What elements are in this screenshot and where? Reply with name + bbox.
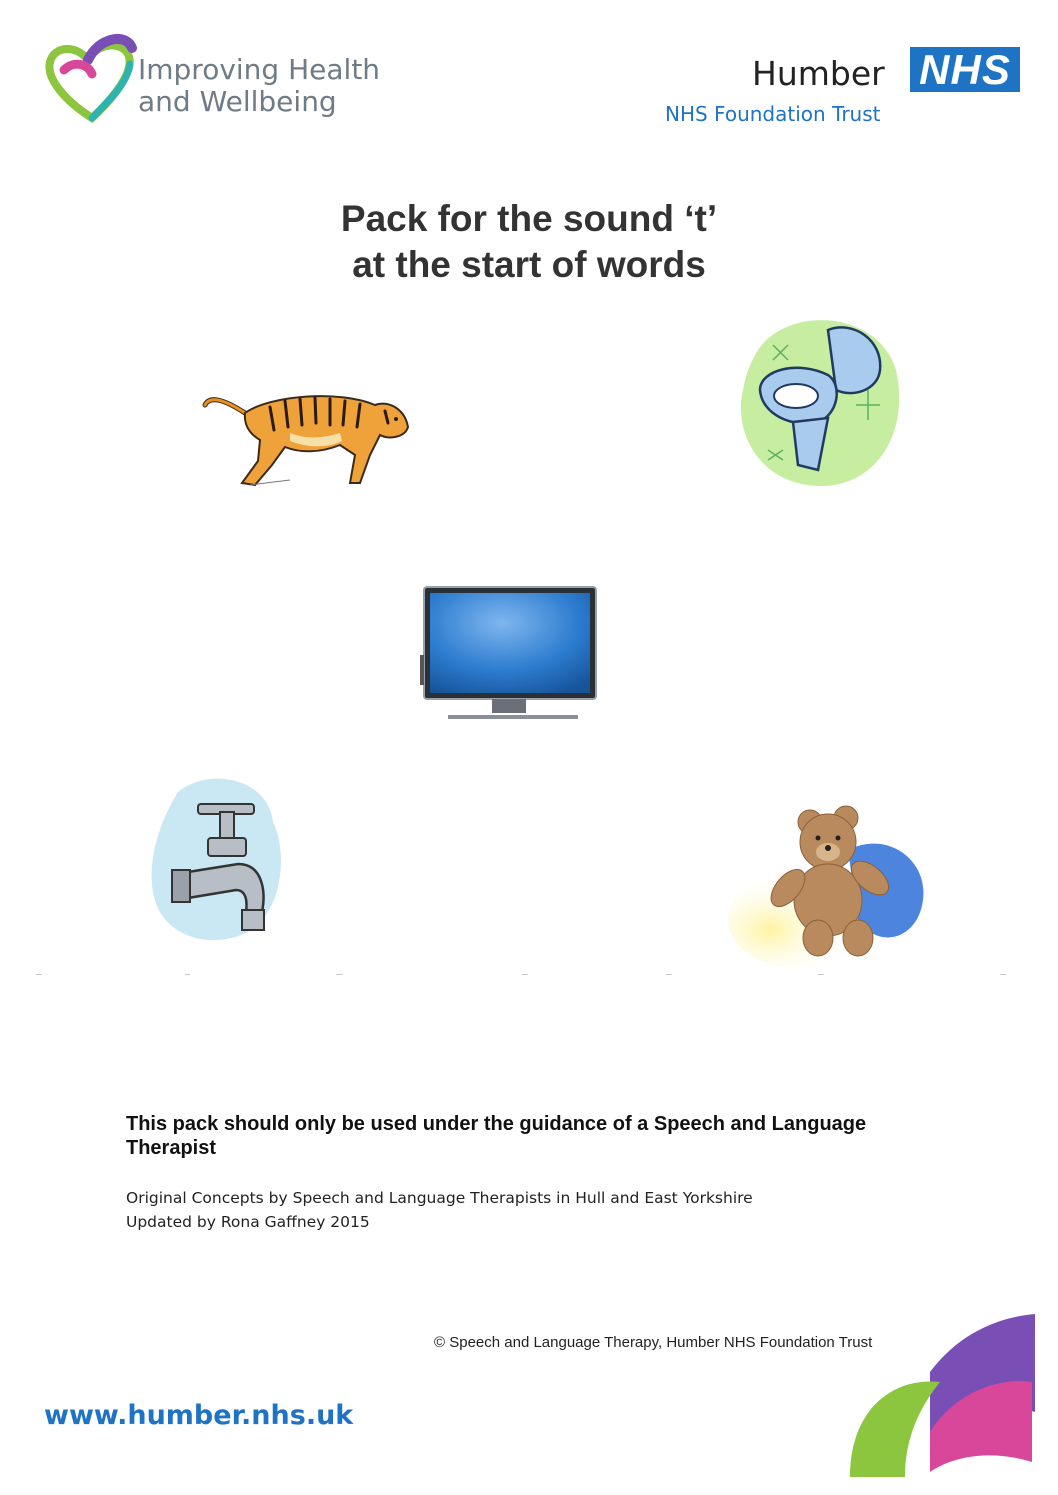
ihw-logo-line1: Improving Health (138, 53, 381, 86)
credit-line1: Original Concepts by Speech and Language Therapists in Hull and East Yorkshire (126, 1189, 753, 1207)
teddy-icon (728, 800, 933, 970)
toilet-icon (738, 310, 903, 490)
tv-icon (418, 585, 600, 725)
title-line1: Pack for the sound ‘t’ (340, 198, 718, 239)
guidance-note: This pack should only be used under the guidance of a Speech and Language Therapist (126, 1113, 867, 1159)
trust-name: NHS Foundation Trust (665, 102, 881, 126)
divider (0, 970, 1058, 980)
credits (126, 1186, 753, 1234)
ihw-logo-text (138, 54, 380, 118)
humber-logo-text: Humber (752, 54, 885, 93)
tap-icon (148, 772, 288, 947)
title-line2: at the start of words (352, 244, 706, 285)
copyright-notice: © Speech and Language Therapy, Humber NHS Foundation Trust (434, 1334, 873, 1351)
corner-swoosh-icon (850, 1312, 1035, 1477)
nhs-logo: NHS (910, 47, 1020, 92)
ihw-logo-line2: and Wellbeing (138, 85, 337, 118)
tiger-icon (200, 385, 415, 495)
page-title (0, 196, 1058, 288)
website-link[interactable]: www.humber.nhs.uk (44, 1400, 354, 1431)
credit-line2: Updated by Rona Gaffney 2015 (126, 1213, 370, 1231)
